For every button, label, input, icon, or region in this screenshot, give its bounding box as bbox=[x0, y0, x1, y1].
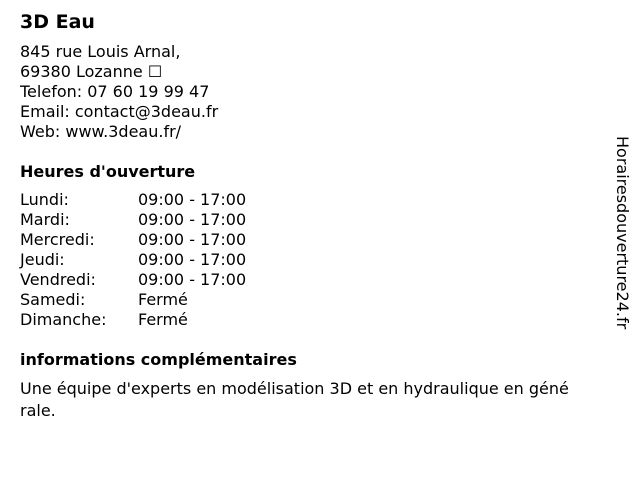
address-line-1: 845 rue Louis Arnal, bbox=[20, 42, 181, 61]
hours-row-saturday bbox=[20, 290, 610, 310]
additional-info-line-1: Une équipe d'experts en modélisation 3D et en hydraulique en géné bbox=[20, 379, 569, 398]
opening-hours-table bbox=[20, 190, 610, 330]
day-label: Lundi: bbox=[20, 190, 69, 209]
additional-info-line-2: rale. bbox=[20, 401, 56, 420]
hours-row-tuesday bbox=[20, 210, 610, 230]
address-line-2: 69380 Lozanne ☐ bbox=[20, 62, 163, 81]
phone-line: Telefon: 07 60 19 99 47 bbox=[20, 82, 210, 101]
day-time: 09:00 - 17:00 bbox=[138, 250, 247, 269]
day-time: Fermé bbox=[138, 310, 188, 329]
day-label: Samedi: bbox=[20, 290, 86, 309]
opening-hours-heading: Heures d'ouverture bbox=[20, 162, 196, 181]
additional-info-heading: informations complémentaires bbox=[20, 350, 297, 369]
hours-row-friday bbox=[20, 270, 610, 290]
day-label: Mercredi: bbox=[20, 230, 95, 249]
hours-row-sunday bbox=[20, 310, 610, 330]
day-time: 09:00 - 17:00 bbox=[138, 270, 247, 289]
hours-row-wednesday bbox=[20, 230, 610, 250]
day-label: Dimanche: bbox=[20, 310, 107, 329]
business-card bbox=[20, 10, 610, 422]
additional-info-text bbox=[20, 378, 620, 422]
hours-row-thursday bbox=[20, 250, 610, 270]
day-label: Jeudi: bbox=[20, 250, 65, 269]
hours-row-monday bbox=[20, 190, 610, 210]
day-time: Fermé bbox=[138, 290, 188, 309]
website-line: Web: www.3deau.fr/ bbox=[20, 122, 182, 141]
day-time: 09:00 - 17:00 bbox=[138, 210, 247, 229]
business-name: 3D Eau bbox=[20, 11, 95, 33]
day-label: Vendredi: bbox=[20, 270, 96, 289]
day-time: 09:00 - 17:00 bbox=[138, 230, 247, 249]
day-time: 09:00 - 17:00 bbox=[138, 190, 247, 209]
email-line: Email: contact@3deau.fr bbox=[20, 102, 219, 121]
day-label: Mardi: bbox=[20, 210, 70, 229]
site-watermark: Horairesdouverture24.fr bbox=[613, 136, 632, 330]
